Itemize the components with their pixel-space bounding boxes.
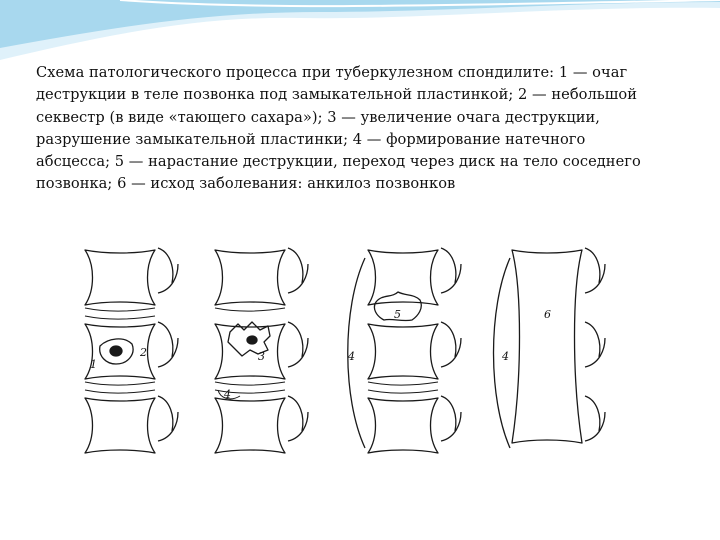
sequestrum — [110, 346, 122, 356]
label-2: 2 — [140, 346, 147, 359]
label-4: 4 — [224, 388, 231, 401]
label-4: 4 — [348, 350, 355, 363]
label-6: 6 — [544, 308, 551, 321]
label-1: 1 — [90, 358, 97, 371]
caption-line: позвонка; 6 — исход заболевания: анкилоз позвонков — [36, 175, 456, 193]
vertebral-column-1 — [85, 248, 178, 453]
figure-caption — [36, 62, 696, 196]
caption-line: секвестр (в виде «тающего сахара»); 3 — увеличение очага деструкции, — [36, 108, 600, 126]
caption-line: разрушение замыкательной пластинки; 4 — формирование натечного — [36, 130, 586, 148]
label-5: 5 — [394, 308, 401, 321]
label-4: 4 — [502, 350, 509, 363]
vertebral-column-3 — [348, 248, 461, 453]
vertebral-column-4 — [494, 248, 606, 448]
spondylitis-diagram — [80, 238, 640, 470]
header-wave-decoration — [0, 0, 720, 70]
caption-line: абсцесса; 5 — нарастание деструкции, переход через диск на тело соседнего — [36, 153, 641, 171]
caption-line: деструкции в теле позвонка под замыкательной пластинкой; 2 — небольшой — [36, 86, 638, 104]
caption-line: Схема патологического процесса при туберкулезном спондилите: 1 — очаг — [36, 64, 628, 81]
label-3: 3 — [258, 350, 265, 363]
